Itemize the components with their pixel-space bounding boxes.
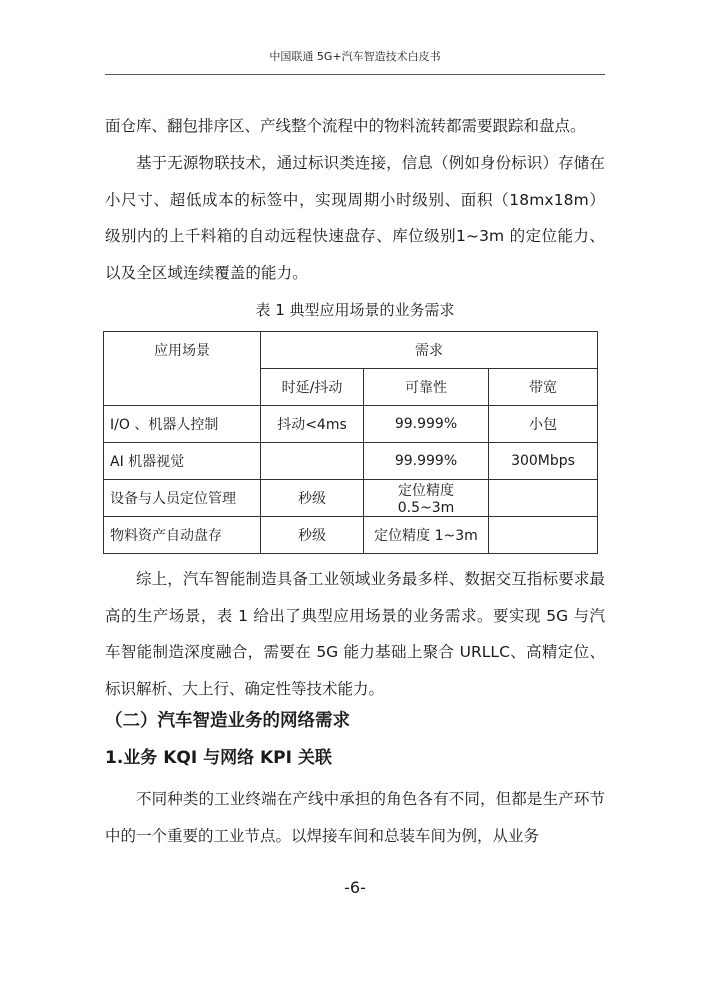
table-cell: 设备与人员定位管理 [104,480,261,517]
table-header-row [104,332,598,369]
table-cell: 小包 [489,406,598,443]
table-cell: 定位精度 1~3m [364,517,489,554]
table-cell: 秒级 [261,480,364,517]
section-heading: （二）汽车智造业务的网络需求 [105,711,350,731]
table-cell: I/O 、机器人控制 [104,406,261,443]
page-number: -6- [344,878,366,897]
paragraph: 不同种类的工业终端在产线中承担的角色各有不同，但都是生产环节中的一个重要的工业节点。以焊接车间和总装车间为例，从业务 [105,790,605,845]
table-cell: 99.999% [364,406,489,443]
table-header-cell: 需求 [261,332,598,369]
table-cell: 物料资产自动盘存 [104,517,261,554]
table-cell: 300Mbps [489,443,598,480]
table-cell [489,480,598,517]
table-row [104,443,598,480]
table-row [104,406,598,443]
table-row [104,480,598,517]
table-cell: 秒级 [261,517,364,554]
subsection-heading: 1.业务 KQI 与网络 KPI 关联 [105,748,332,768]
table-cell: AI 机器视觉 [104,443,261,480]
paragraph: 综上，汽车智能制造具备工业领域业务最多样、数据交互指标要求最高的生产场景，表 1 给出了典型应用场景的业务需求。要实现 5G 与汽车智能制造深度融合，需要在 5G 能力基础上聚合 URLLC、高精定位、标识解析、大上行、确定性等技术能力。 [105,570,605,698]
paragraph: 面仓库、翻包排序区、产线整个流程中的物料流转都需要跟踪和盘点。 [105,117,586,135]
table-row [104,517,598,554]
table-cell [489,517,598,554]
table-cell: 99.999% [364,443,489,480]
table-cell: 定位精度 0.5~3m [364,480,489,517]
table-cell: 抖动<4ms [261,406,364,443]
table-header-cell: 应用场景 [104,332,261,406]
table-caption: 表 1 典型应用场景的业务需求 [255,301,455,319]
table-header-cell: 可靠性 [364,369,489,406]
table-header-cell: 带宽 [489,369,598,406]
table-header-cell: 时延/抖动 [261,369,364,406]
paragraph: 基于无源物联技术，通过标识类连接，信息（例如身份标识）存储在小尺寸、超低成本的标签中，实现周期小时级别、面积（18mx18m）级别内的上千料箱的自动远程快速盘存、库位级别1~3m 的定位能力、以及全区域连续覆盖的能力。 [105,154,605,282]
header-divider [105,74,605,75]
table-cell [261,443,364,480]
requirements-table [103,331,598,554]
page-header: 中国联通 5G+汽车智造技术白皮书 [269,50,441,63]
